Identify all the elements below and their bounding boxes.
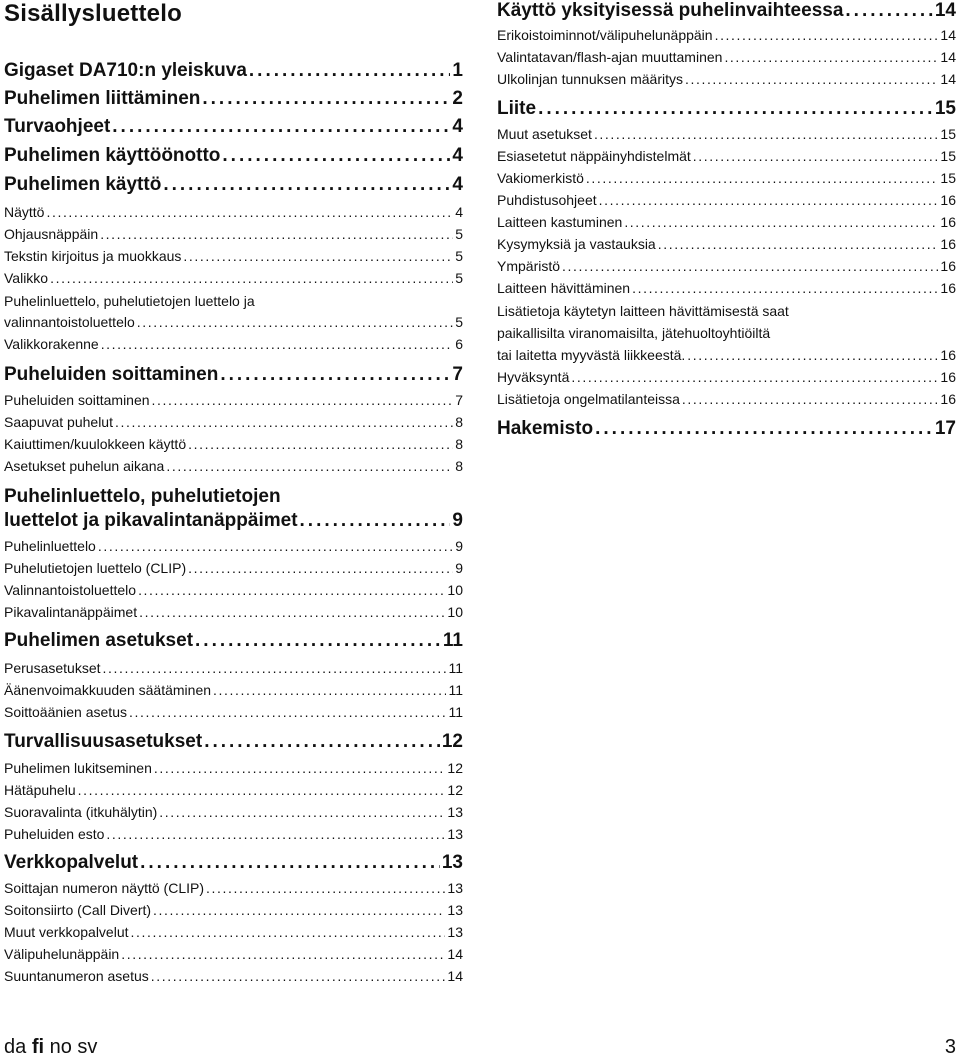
toc-entry-page: 5 [455,226,463,242]
toc-entry-title: Puhelimen asetukset [4,630,194,651]
toc-entry-title: Vakiomerkistö [497,170,584,186]
toc-section-entry[interactable] [4,582,463,598]
toc-entry-page: 12 [447,760,463,776]
toc-entry-title: Gigaset DA710:n yleiskuva [4,60,247,81]
toc-section-entry[interactable] [4,204,463,220]
toc-entry-page: 15 [934,98,956,119]
toc-entry-title: luettelot ja pikavalintanäppäimet [4,510,298,531]
dot-leader [632,280,938,296]
toc-section-entry[interactable] [497,258,956,274]
toc-entry-title: Soittajan numeron näyttö (CLIP) [4,880,204,896]
toc-entry-title: Laitteen hävittäminen [497,280,631,296]
toc-entry-page: 14 [940,49,956,65]
toc-section-entry[interactable] [497,347,956,363]
toc-entry-text: Puhelinluettelo, puhelutietojen [4,486,281,507]
dot-leader [100,226,453,242]
toc-entry-title: Puheluiden esto [4,826,105,842]
toc-entry-title: Hyväksyntä [497,369,570,385]
toc-chapter-entry[interactable] [4,145,463,167]
toc-section-entry[interactable] [4,560,463,576]
toc-entry-title: Puhelinluettelo [4,538,96,554]
toc-entry-title: Puhelimen käyttöönotto [4,145,221,166]
toc-entry-title: Lisätietoja ongelmatilanteissa [497,391,680,407]
toc-entry-page: 11 [442,630,463,651]
toc-section-entry[interactable] [4,760,463,776]
dot-leader [112,116,450,138]
toc-section-entry[interactable] [4,336,463,352]
toc-entry-title: Soitonsiirto (Call Divert) [4,902,152,918]
toc-section-entry[interactable] [4,704,463,720]
dot-leader [153,902,445,918]
dot-leader [163,174,450,196]
dot-leader [220,364,450,386]
toc-entry-title: Valintatavan/flash-ajan muuttaminen [497,49,723,65]
toc-entry-page: 10 [447,604,463,620]
toc-entry-title: Puhelutietojen luettelo (CLIP) [4,560,187,576]
toc-chapter-entry[interactable] [497,418,956,440]
toc-entry-page: 4 [452,116,463,137]
toc-entry-page: 14 [447,968,463,984]
toc-entry-page: 4 [455,204,463,220]
toc-chapter-entry[interactable] [4,852,463,874]
toc-entry-page: 10 [447,582,463,598]
toc-entry-title: Ulkolinjan tunnuksen määritys [497,71,683,87]
toc-section-entry[interactable] [497,27,956,43]
toc-section-entry[interactable] [497,170,956,186]
toc-entry-page: 11 [448,704,463,720]
dot-leader [202,88,450,110]
dot-leader [571,369,938,385]
toc-entry-page: 4 [452,145,463,166]
toc-entry-title: Käyttö yksityisessä puhelinvaihteessa [497,0,844,21]
toc-section-entry[interactable] [4,924,463,940]
dot-leader [137,314,453,330]
toc-entry-page: 15 [940,148,956,164]
dot-leader [562,258,938,274]
dot-leader [213,682,446,698]
toc-entry-page: 16 [940,280,956,296]
toc-entry-title: Puheluiden soittaminen [4,392,150,408]
dot-leader [140,852,440,874]
toc-entry-page: 14 [934,0,956,21]
toc-entry-title: Puhelimen liittäminen [4,88,201,109]
toc-entry-page: 9 [455,538,463,554]
toc-section-entry[interactable] [4,604,463,620]
toc-chapter-entry[interactable] [4,364,463,386]
toc-entry-title: Hätäpuhelu [4,782,76,798]
dot-leader [693,148,939,164]
toc-section-entry[interactable] [497,71,956,87]
toc-entry-title: Valikkorakenne [4,336,99,352]
toc-entry-page: 8 [455,458,463,474]
toc-section-entry[interactable] [497,192,956,208]
dot-leader [106,826,445,842]
toc-section-entry[interactable] [497,280,956,296]
toc-section-entry[interactable] [4,436,463,452]
toc-chapter-entry[interactable] [4,88,463,110]
toc-entry-title: Asetukset puhelun aikana [4,458,165,474]
dot-leader [154,760,446,776]
toc-entry-page: 13 [447,924,463,940]
toc-chapter-entry[interactable] [4,731,463,753]
dot-leader [183,248,453,264]
dot-leader [151,968,446,984]
dot-leader [139,604,445,620]
toc-entry-title: Turvallisuusasetukset [4,731,203,752]
toc-entry-page: 6 [455,336,463,352]
toc-section-entry[interactable] [4,414,463,430]
dot-leader [98,538,453,554]
toc-chapter-entry[interactable] [4,60,463,82]
toc-entry-page: 14 [447,946,463,962]
toc-chapter-entry[interactable] [497,98,956,120]
toc-section-entry[interactable] [497,49,956,65]
toc-entry-page: 16 [940,214,956,230]
dot-leader [599,192,939,208]
toc-entry-page: 9 [452,510,463,531]
dot-leader [300,510,451,532]
toc-entry-title: Verkkopalvelut [4,852,139,873]
lang-fi-current: fi [31,1036,45,1058]
toc-entry-page: 13 [447,880,463,896]
toc-entry-title: Hakemisto [497,418,594,439]
toc-entry-page: 5 [455,314,463,330]
toc-section-entry[interactable] [4,946,463,962]
dot-leader [724,49,938,65]
toc-entry-title: Puhdistusohjeet [497,192,597,208]
toc-section-entry[interactable] [497,236,956,252]
toc-entry-page: 15 [940,170,956,186]
toc-section-entry[interactable] [4,804,463,820]
dot-leader [249,60,451,82]
toc-entry-title: Valikko [4,270,49,286]
toc-section-entry[interactable] [4,880,463,896]
toc-entry-title: Turvaohjeet [4,116,111,137]
toc-section-entry[interactable] [4,458,463,474]
dot-leader [845,0,932,22]
toc-entry-page: 16 [940,192,956,208]
dot-leader [103,660,447,676]
toc-entry-page: 16 [940,391,956,407]
toc-entry-page: 5 [455,248,463,264]
dot-leader [152,392,454,408]
dot-leader [166,458,453,474]
dot-leader [188,560,453,576]
dot-leader [715,27,939,43]
toc-entry-title: Puheluiden soittaminen [4,364,219,385]
toc-entry-page: 7 [455,392,463,408]
lang-no: no [49,1036,72,1058]
toc-section-entry[interactable] [4,248,463,264]
toc-entry-text: Puhelinluettelo, puhelutietojen luettelo ja [4,293,255,309]
toc-entry-title: tai laitetta myyvästä liikkeestä. [497,347,686,363]
toc-entry-page: 13 [447,826,463,842]
dot-leader [78,782,446,798]
toc-entry-page: 9 [455,560,463,576]
lang-sv: sv [77,1036,98,1058]
toc-entry-title: Perusasetukset [4,660,101,676]
dot-leader [586,170,939,186]
dot-leader [624,214,938,230]
toc-entry-title: Välipuhelunäppäin [4,946,120,962]
dot-leader [595,418,933,440]
toc-section-entry[interactable] [4,682,463,698]
dot-leader [129,704,446,720]
toc-section-entry[interactable] [497,391,956,407]
toc-entry-text: Lisätietoja käytetyn laitteen hävittämisestä saat [497,303,789,319]
toc-section-entry[interactable] [497,148,956,164]
toc-entry-page: 14 [940,27,956,43]
toc-chapter-entry[interactable] [4,116,463,138]
toc-entry-title: Erikoistoiminnot/välipuhelunäppäin [497,27,713,43]
toc-section-entry[interactable] [4,782,463,798]
dot-leader [195,630,441,652]
toc-entry-page: 11 [448,660,463,676]
toc-entry-title: Soittoäänien asetus [4,704,127,720]
toc-entry-title: Kysymyksiä ja vastauksia [497,236,656,252]
toc-entry-title: valinnantoistoluettelo [4,314,135,330]
toc-section-entry[interactable] [4,392,463,408]
toc-entry-title: Suoravalinta (itkuhälytin) [4,804,158,820]
toc-entry-title: Pikavalintanäppäimet [4,604,138,620]
toc-section-entry[interactable] [4,968,463,984]
toc-entry-page: 16 [940,236,956,252]
toc-entry-page: 16 [940,369,956,385]
dot-leader [658,236,939,252]
toc-entry-title: Saapuvat puhelut [4,414,113,430]
dot-leader [138,582,445,598]
toc-entry-title: Laitteen kastuminen [497,214,623,230]
toc-entry-page: 5 [455,270,463,286]
toc-entry-page: 8 [455,436,463,452]
toc-entry-text: paikallisilta viranomaisilta, jätehuoltoyhtiöiltä [497,325,771,341]
toc-entry-title: Näyttö [4,204,45,220]
toc-chapter-entry[interactable] [4,174,463,196]
toc-section-entry[interactable] [4,902,463,918]
toc-entry-page: 16 [940,347,956,363]
toc-entry-title: Puhelimen käyttö [4,174,162,195]
dot-leader [204,731,440,753]
toc-entry-page: 2 [452,88,463,109]
toc-section-entry[interactable] [4,660,463,676]
toc-entry-title: Puhelimen lukitseminen [4,760,152,776]
dot-leader [188,436,453,452]
toc-entry-page: 17 [934,418,956,439]
dot-leader [159,804,445,820]
language-list [4,1036,97,1059]
toc-entry-title: Suuntanumeron asetus [4,968,149,984]
page-number: 3 [944,1036,956,1058]
toc-entry-page: 7 [452,364,463,385]
toc-entry-page: 13 [447,804,463,820]
toc-section-entry[interactable] [4,826,463,842]
dot-leader [101,336,454,352]
dot-leader [46,204,453,220]
dot-leader [131,924,446,940]
toc-entry-title: Esiasetetut näppäinyhdistelmät [497,148,691,164]
dot-leader [222,145,450,167]
lang-da: da [4,1036,27,1058]
toc-entry-title: Ympäristö [497,258,561,274]
toc-entry-page: 8 [455,414,463,430]
toc-entry-title: Äänenvoimakkuuden säätäminen [4,682,212,698]
dot-leader [685,71,938,87]
toc-section-entry[interactable] [497,369,956,385]
toc-entry-page: 1 [452,60,463,81]
dot-leader [538,98,933,120]
toc-entry-page: 4 [452,174,463,195]
toc-chapter-entry[interactable] [4,510,463,532]
dot-leader [682,391,939,407]
dot-leader [121,946,445,962]
toc-entry-title: Liite [497,98,537,119]
dot-leader [687,347,938,363]
toc-entry-title: Muut asetukset [497,126,592,142]
dot-leader [50,270,453,286]
toc-section-entry[interactable] [497,126,956,142]
toc-section-entry[interactable] [4,538,463,554]
toc-chapter-entry[interactable] [4,630,463,652]
toc-entry-title: Kaiuttimen/kuulokkeen käyttö [4,436,187,452]
toc-chapter-entry[interactable] [497,0,956,22]
toc-entry-title: Ohjausnäppäin [4,226,99,242]
toc-section-entry[interactable] [4,226,463,242]
toc-entry-page: 12 [441,731,463,752]
dot-leader [115,414,453,430]
toc-entry-page: 14 [940,71,956,87]
toc-entry-page: 12 [447,782,463,798]
toc-entry-page: 11 [448,682,463,698]
toc-entry-title: Tekstin kirjoitus ja muokkaus [4,248,182,264]
toc-entry-page: 13 [447,902,463,918]
toc-section-entry[interactable] [4,314,463,330]
dot-leader [594,126,938,142]
toc-section-entry[interactable] [4,270,463,286]
toc-entry-page: 13 [441,852,463,873]
toc-entry-page: 15 [940,126,956,142]
toc-entry-title: Muut verkkopalvelut [4,924,129,940]
dot-leader [206,880,445,896]
toc-entry-title: Valinnantoistoluettelo [4,582,137,598]
toc-entry-page: 16 [940,258,956,274]
toc-section-entry[interactable] [497,214,956,230]
page-title: Sisällysluettelo [4,0,182,27]
